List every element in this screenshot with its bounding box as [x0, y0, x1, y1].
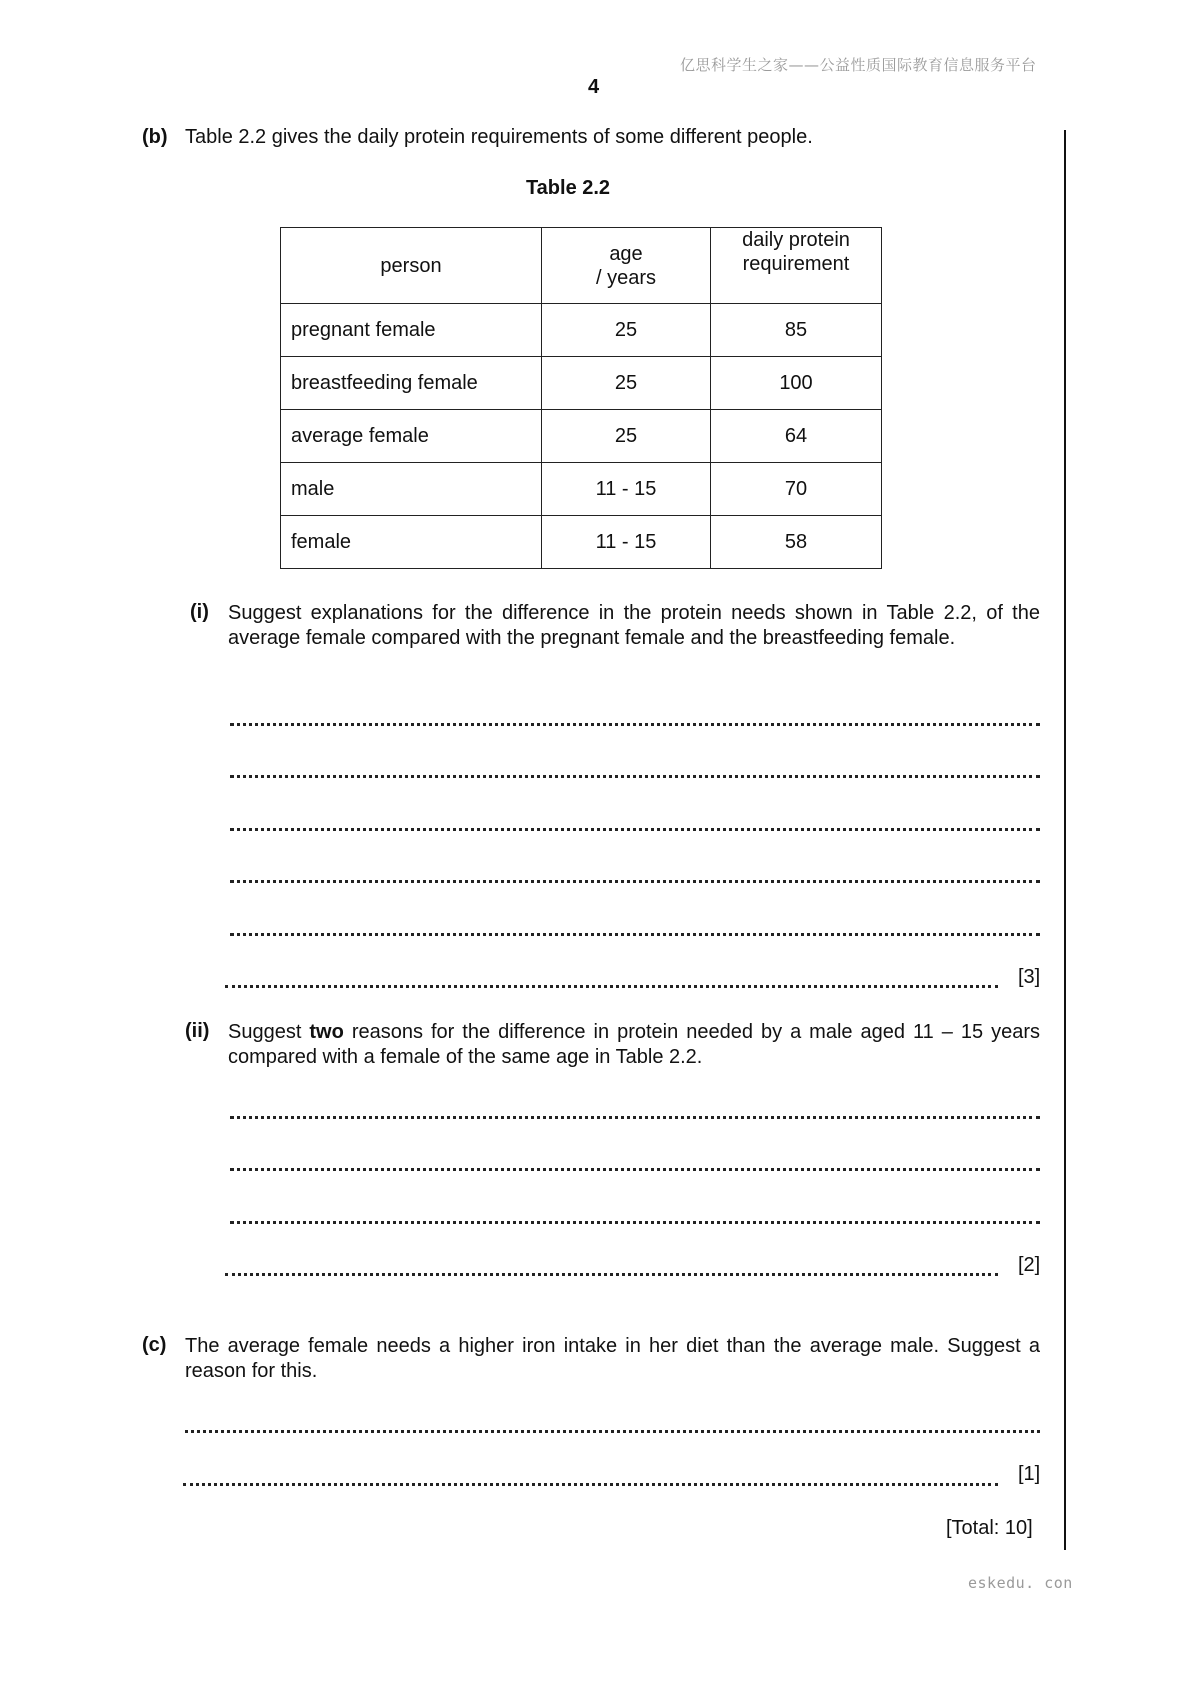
cell-person: pregnant female: [281, 304, 542, 357]
answer-line-ii-3[interactable]: [230, 1221, 1040, 1224]
watermark-footer: eskedu. con: [968, 1574, 1073, 1592]
cell-protein: 58: [711, 516, 882, 569]
question-ii-text: [228, 1020, 1040, 1070]
answer-line-i-5[interactable]: [230, 933, 1040, 936]
table-caption: Table 2.2: [525, 177, 611, 199]
cell-protein: 100: [711, 357, 882, 410]
cell-age: 25: [542, 410, 711, 463]
cell-age: 25: [542, 304, 711, 357]
header-protein-line1: daily protein: [742, 229, 850, 251]
cell-protein: 64: [711, 410, 882, 463]
cell-person: male: [281, 463, 542, 516]
answer-line-i-6[interactable]: [225, 985, 998, 988]
cell-age: 25: [542, 357, 711, 410]
question-i-label: (i): [190, 601, 209, 623]
question-ii-text-bold: two: [309, 1021, 344, 1043]
header-age-line1: age: [609, 242, 643, 265]
part-c-label: (c): [142, 1334, 167, 1356]
answer-line-ii-1[interactable]: [230, 1116, 1040, 1119]
answer-line-c-2[interactable]: [183, 1483, 998, 1486]
part-c-marks: [1]: [1018, 1463, 1041, 1485]
part-b-label: (b): [142, 126, 168, 148]
page-number: 4: [588, 76, 600, 98]
margin-rule: [1064, 130, 1066, 1550]
header-protein: [711, 228, 882, 304]
header-person: person: [281, 228, 542, 304]
answer-line-i-4[interactable]: [230, 880, 1040, 883]
total-marks: [Total: 10]: [946, 1517, 1033, 1539]
answer-line-i-1[interactable]: [230, 723, 1040, 726]
cell-person: breastfeeding female: [281, 357, 542, 410]
cell-person: average female: [281, 410, 542, 463]
answer-line-i-2[interactable]: [230, 775, 1040, 778]
question-ii-label: (ii): [185, 1020, 210, 1042]
cell-person: female: [281, 516, 542, 569]
table-row: [281, 357, 882, 410]
table-row: [281, 516, 882, 569]
question-i-marks: [3]: [1018, 966, 1041, 988]
question-ii-text-before: Suggest: [228, 1021, 310, 1043]
table-header-row: [281, 228, 882, 304]
cell-age: 11 - 15: [542, 516, 711, 569]
answer-line-ii-4[interactable]: [225, 1273, 998, 1276]
table-row: [281, 463, 882, 516]
table-row: [281, 304, 882, 357]
question-ii-text-after: reasons for the difference in protein needed by a male aged 11 – 15 years compared with a female of the same age in Table 2.2.: [228, 1021, 1040, 1068]
header-age-line2: / years: [595, 266, 657, 289]
header-age: [542, 228, 711, 304]
cell-protein: 85: [711, 304, 882, 357]
answer-line-i-3[interactable]: [230, 828, 1040, 831]
question-i-text: Suggest explanations for the difference in the protein needs shown in Table 2.2, of the average female compared with the pregnant female and the breastfeeding female.: [228, 602, 1040, 649]
table-row: [281, 410, 882, 463]
question-ii-marks: [2]: [1018, 1254, 1041, 1276]
cell-age: 11 - 15: [542, 463, 711, 516]
protein-table: [280, 227, 882, 569]
answer-line-c-1[interactable]: [185, 1430, 1040, 1433]
watermark-header: 亿思科学生之家——公益性质国际教育信息服务平台: [680, 56, 1037, 74]
part-c-text: The average female needs a higher iron intake in her diet than the average male. Suggest a reason for this.: [185, 1335, 1040, 1382]
part-b-intro: Table 2.2 gives the daily protein requirements of some different people.: [185, 126, 813, 148]
cell-protein: 70: [711, 463, 882, 516]
header-protein-line2: requirement: [742, 253, 850, 275]
answer-line-ii-2[interactable]: [230, 1168, 1040, 1171]
